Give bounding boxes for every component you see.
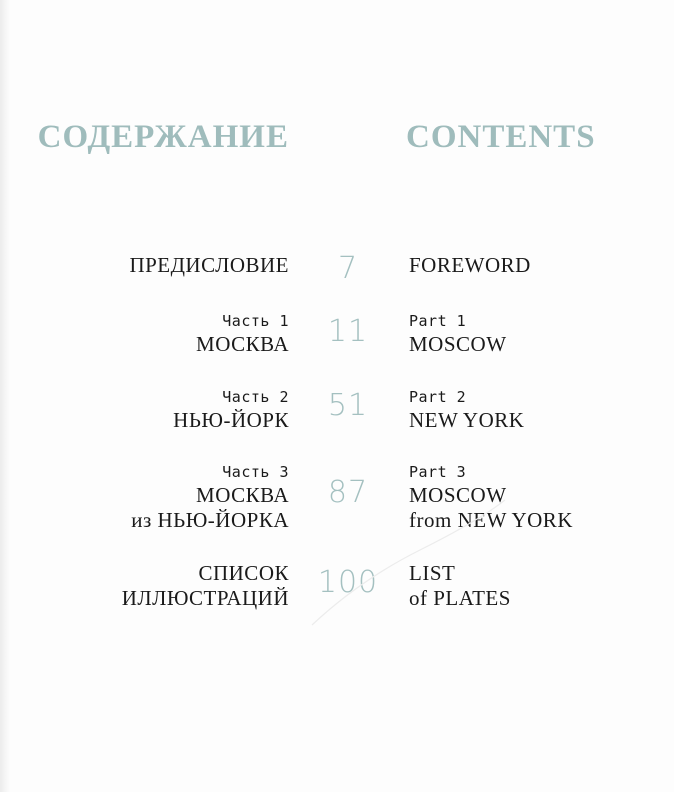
entry-en-part: Part 1	[409, 312, 467, 330]
entry-en-title-line-2: of PLATES	[409, 586, 511, 610]
entry-en-title: FOREWORD	[409, 253, 531, 277]
entry-ru-title-line-2: из НЬЮ-ЙОРКА	[131, 508, 289, 532]
entry-ru-title-line-2: ИЛЛЮСТРАЦИЙ	[121, 586, 289, 610]
entry-en-title: NEW YORK	[409, 408, 525, 432]
page-number: 11	[327, 314, 369, 349]
entry-en-title: MOSCOW	[409, 332, 507, 356]
entry-en-title-line-2: from NEW YORK	[409, 508, 573, 532]
heading-russian: СОДЕРЖАНИЕ	[37, 119, 289, 155]
page-number: 7	[337, 251, 359, 286]
entry-ru-part: Часть 3	[222, 463, 289, 481]
entry-ru-title: ПРЕДИСЛОВИЕ	[129, 253, 289, 277]
entry-ru-block	[122, 561, 289, 611]
entry-ru-block	[129, 253, 289, 278]
entry-en-block	[409, 386, 524, 433]
entry-ru-title: МОСКВА	[196, 332, 289, 356]
entry-ru-block	[131, 461, 289, 533]
page-edge-shadow	[0, 0, 10, 792]
page-number: 51	[327, 388, 369, 423]
entry-ru-part: Часть 2	[222, 388, 289, 406]
entry-ru-title: СПИСОК	[198, 561, 289, 585]
heading-english: CONTENTS	[406, 119, 596, 155]
entry-en-title: MOSCOW	[409, 483, 507, 507]
page-number: 87	[327, 475, 369, 510]
entry-ru-part: Часть 1	[222, 312, 289, 330]
entry-en-part: Part 3	[409, 463, 467, 481]
entry-ru-block	[196, 310, 289, 357]
entry-ru-block	[173, 386, 289, 433]
page-number: 100	[317, 565, 379, 600]
entry-en-part: Part 2	[409, 388, 467, 406]
entry-ru-title: НЬЮ-ЙОРК	[173, 408, 289, 432]
entry-en-block	[409, 253, 531, 278]
entry-en-title: LIST	[409, 561, 456, 585]
entry-en-block	[409, 310, 507, 357]
entry-ru-title: МОСКВА	[196, 483, 289, 507]
paper-crease-line	[290, 480, 510, 630]
